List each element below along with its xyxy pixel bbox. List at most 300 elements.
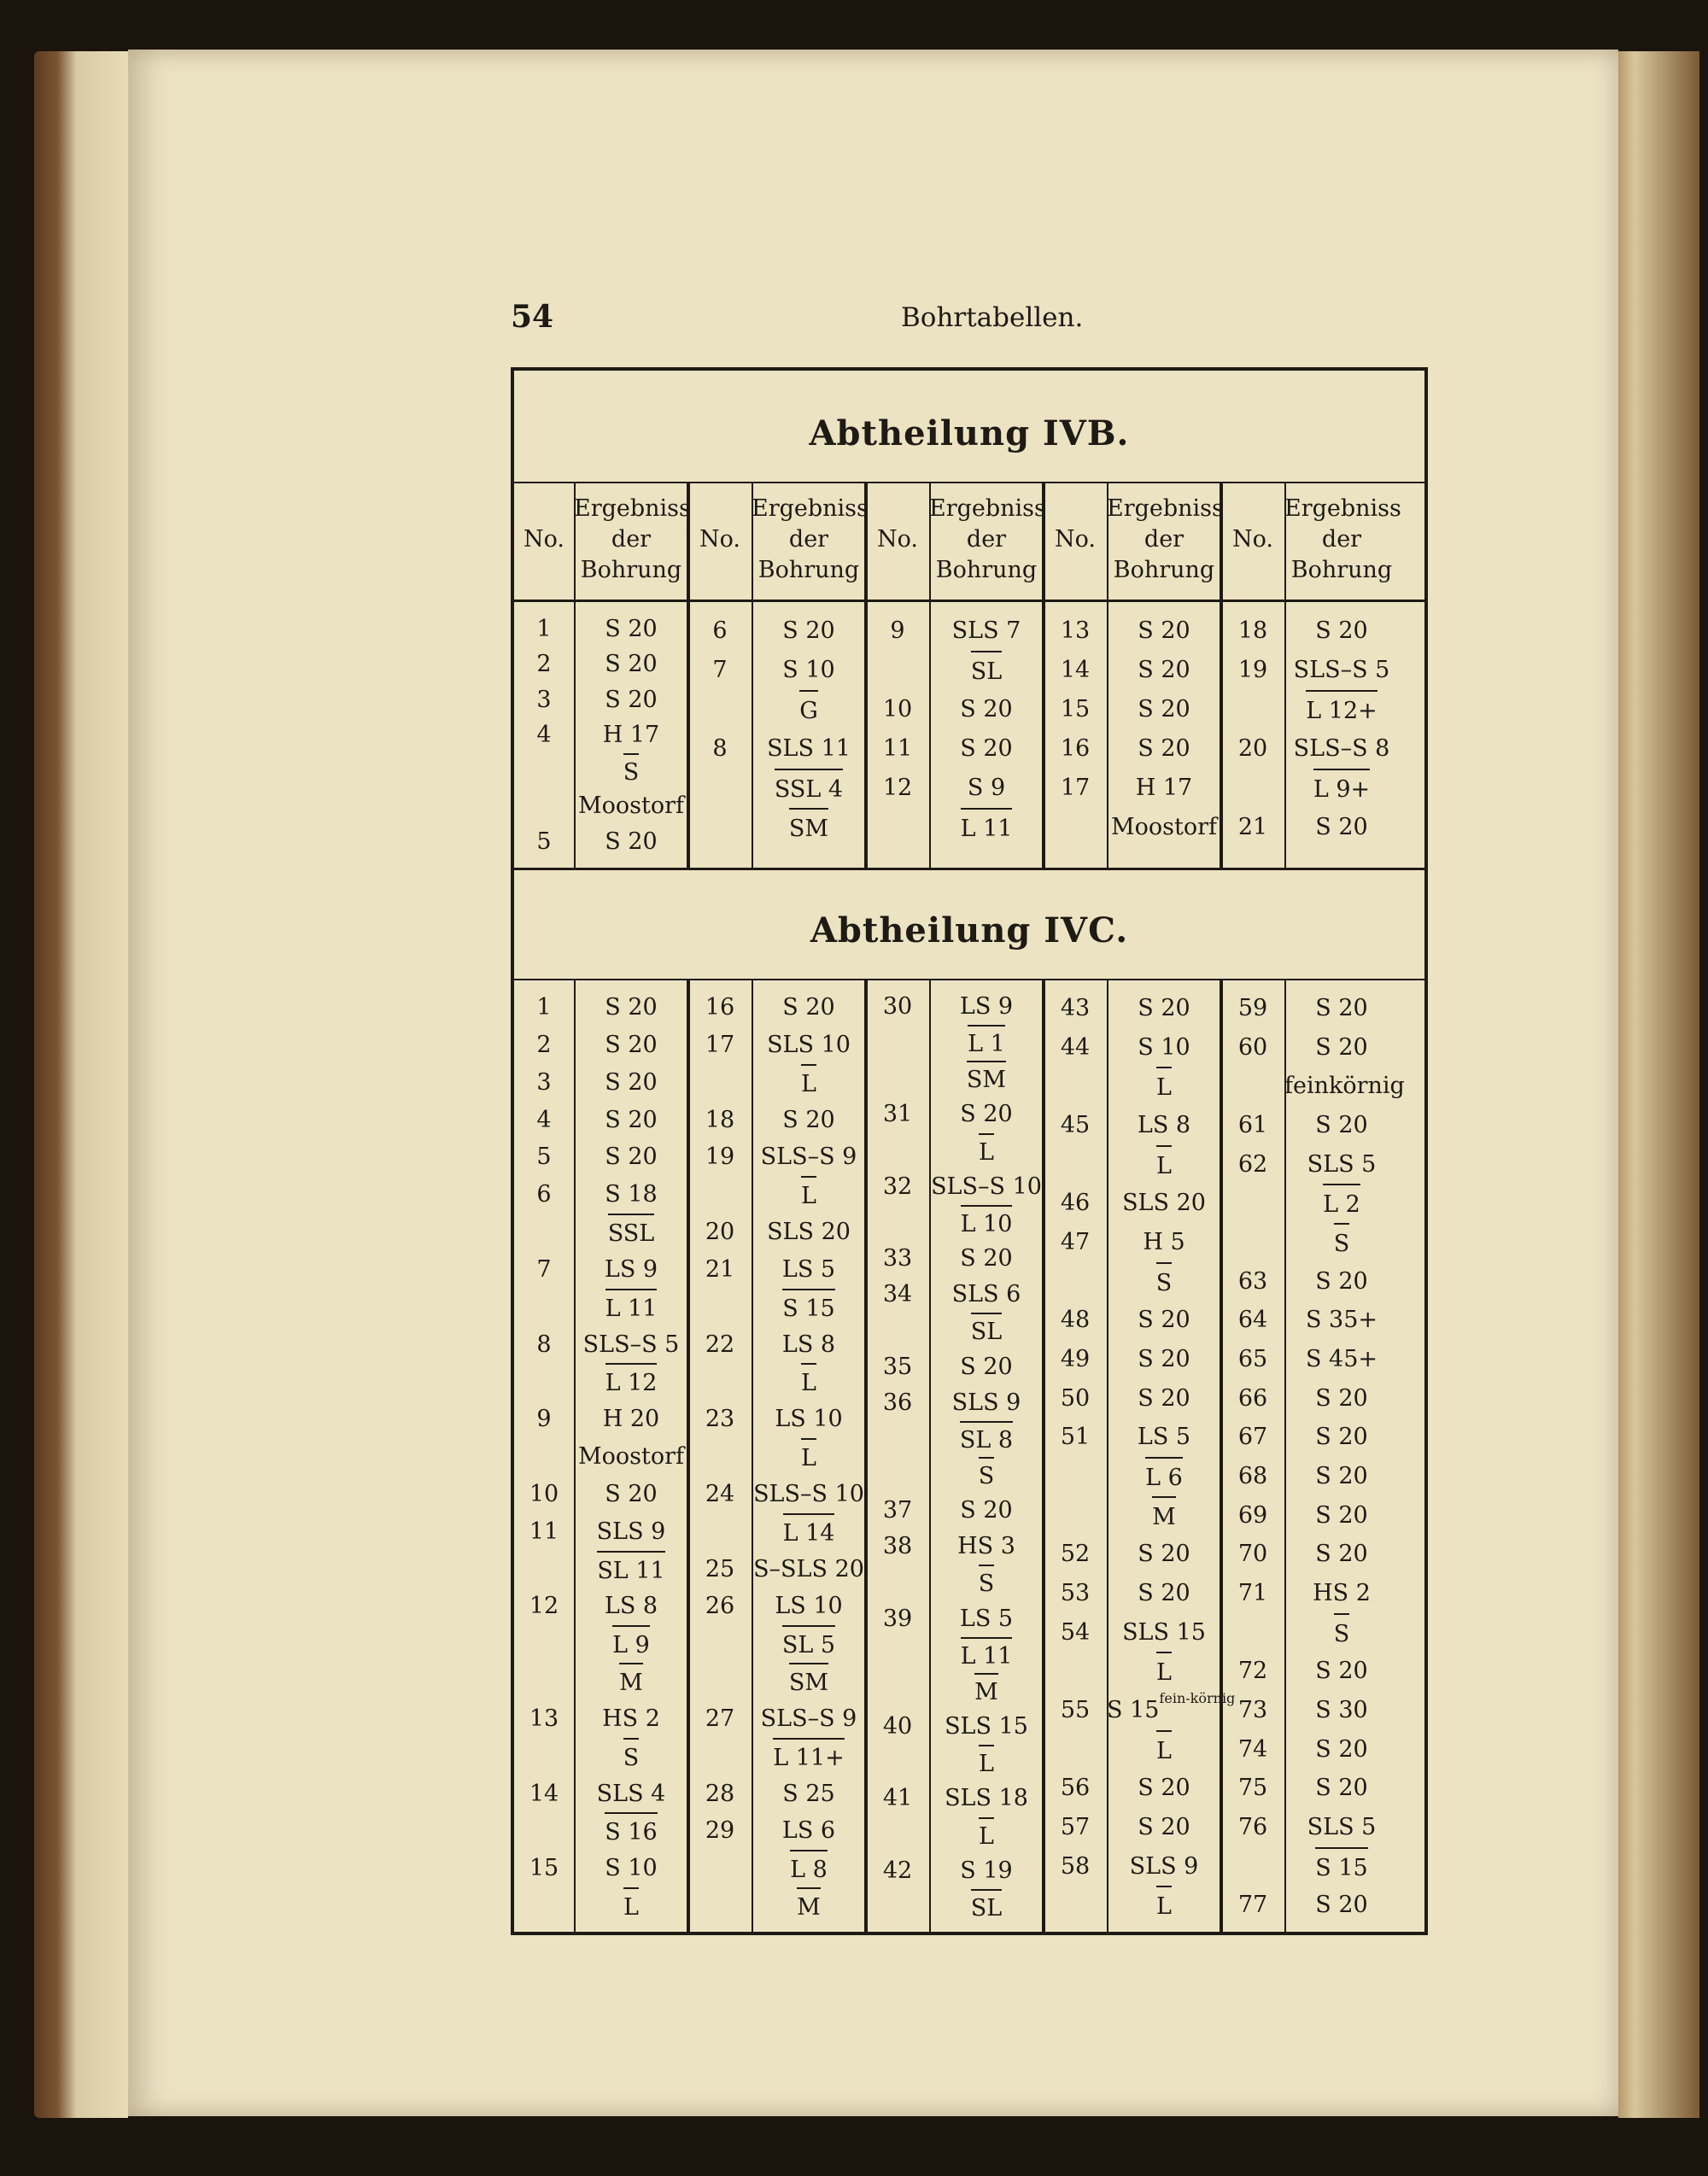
entry-number: 72: [1237, 1658, 1268, 1685]
column-rule: [752, 979, 753, 1933]
entry-number: 62: [1237, 1150, 1268, 1178]
entry-result-line: [929, 808, 1044, 849]
header-result-line: Bohrung: [757, 557, 860, 583]
entry-number: 16: [705, 994, 735, 1021]
entry-result-line: [752, 808, 866, 849]
entry-result-line: [752, 1700, 866, 1738]
entry-result-line: [1284, 1496, 1399, 1535]
entry-result-line: [929, 1169, 1044, 1205]
entry-result-text: SLS 4: [596, 1780, 666, 1807]
entry-result-text: S 20: [960, 735, 1013, 762]
book-edge-right: [1618, 51, 1699, 2118]
entry-result-text: SLS 9: [951, 1389, 1021, 1416]
entry-number: 27: [705, 1705, 735, 1732]
header-result-line: Ergebniss: [1107, 495, 1224, 522]
entry-result-text: L 8: [790, 1850, 828, 1889]
table-rule: [514, 979, 1424, 980]
header-no: No.: [1055, 526, 1096, 553]
entry-result-line: [929, 1097, 1044, 1132]
entry-result-text: S 20: [1315, 1112, 1368, 1138]
entry-result-text: S 20: [1315, 1384, 1368, 1412]
entry-number: 46: [1060, 1190, 1091, 1217]
column-rule: [929, 482, 931, 868]
entry-result-line: [929, 769, 1044, 808]
entry-result-line: [752, 1551, 866, 1588]
entry-result-line: [929, 1637, 1044, 1675]
entry-result-text: S 20: [1315, 1541, 1368, 1568]
entry-result-line: [929, 1709, 1044, 1745]
entry-result-line: [929, 1421, 1044, 1459]
entry-number: 18: [705, 1106, 735, 1133]
entry-result-line: [1107, 1301, 1221, 1340]
entry-note: fein-körnig: [1159, 1690, 1236, 1706]
entry-result-text: feinkörnig: [1284, 1073, 1405, 1100]
entry-result-line: [574, 682, 688, 717]
entry-number: 77: [1237, 1892, 1268, 1919]
entry-result-text: SLS–S 10: [753, 1480, 864, 1507]
entry-number: 43: [1060, 995, 1091, 1021]
entry-result-line: [1107, 1340, 1221, 1379]
entry-result-line: [1284, 1652, 1399, 1691]
entry-result-line: [752, 769, 866, 810]
entry-result-text: HS 2: [1313, 1580, 1371, 1606]
entry-result-text: S 20: [1315, 617, 1368, 644]
entry-result-line: [929, 611, 1044, 651]
entry-number: 49: [1060, 1346, 1091, 1372]
entry-result-text: S 20: [1315, 1775, 1368, 1802]
entry-result-text: S: [979, 1457, 995, 1495]
column-rule: [1284, 979, 1286, 1933]
entry-number: 58: [1060, 1852, 1091, 1880]
entry-result-text: S 20: [605, 994, 658, 1021]
entry-number: 66: [1237, 1384, 1268, 1412]
entry-result-text: S 10: [782, 657, 835, 683]
entry-result-text: LS 9: [959, 993, 1014, 1020]
entry-result-line: [1284, 1691, 1399, 1730]
entry-result-line: [752, 1887, 866, 1927]
entry-result-text: S 20: [605, 1031, 658, 1058]
entry-result-text: S: [1334, 1223, 1350, 1264]
entry-result-line: [752, 1663, 866, 1702]
entry-result-text: S 10: [1138, 1033, 1190, 1061]
table-rule: [514, 482, 1424, 483]
entry-number: 65: [1237, 1346, 1268, 1372]
entry-result-line: [1284, 1808, 1399, 1847]
entry-number: 52: [1060, 1541, 1091, 1568]
entry-result-line: [929, 1493, 1044, 1529]
entry-result-line: [752, 1588, 866, 1625]
entry-number: 18: [1237, 617, 1268, 644]
entry-result-line: [1284, 611, 1399, 651]
entry-result-text: SL 5: [782, 1625, 835, 1664]
entry-result-line: [1107, 1379, 1221, 1418]
header-result: [1284, 494, 1399, 586]
entry-result-line: [1284, 1067, 1405, 1106]
entry-result-line: [929, 1025, 1044, 1062]
boring-table: [511, 367, 1428, 1935]
header-result-line: Bohrung: [580, 557, 682, 583]
entry-result-text: S: [979, 1565, 995, 1602]
entry-result-text: SM: [789, 808, 828, 849]
entry-result-line: [574, 646, 688, 681]
entry-result-text: SLS 9: [596, 1518, 666, 1545]
entry-result-line: [929, 1529, 1044, 1565]
entry-number: 69: [1237, 1501, 1268, 1529]
entry-result-line: [752, 1138, 866, 1176]
entry-number: 63: [1237, 1267, 1268, 1295]
entry-result-line: [1107, 1457, 1221, 1498]
entry-result-text: S 20: [1138, 617, 1190, 644]
entry-result-line: [1284, 1457, 1399, 1496]
entry-result-line: [1284, 1028, 1399, 1068]
entry-result-text: LS 8: [781, 1331, 836, 1358]
entry-result-line: [752, 651, 866, 690]
entry-number: 24: [705, 1480, 735, 1507]
entry-result-text: SLS 15: [945, 1713, 1028, 1740]
entry-result-text: S 20: [1138, 696, 1190, 722]
entry-result-line: [1107, 1690, 1236, 1730]
entry-result-text: SM: [967, 1061, 1006, 1098]
entry-result-text: S 20: [960, 1497, 1013, 1524]
entry-result-text: S 35+: [1305, 1307, 1378, 1334]
entry-result-line: [574, 717, 688, 752]
entry-result-line: [1107, 729, 1221, 769]
header-result: [574, 494, 691, 586]
entry-number: 10: [529, 1480, 559, 1507]
column-rule: [864, 979, 868, 1933]
entry-number: 33: [882, 1245, 913, 1272]
entry-result-text: LS 8: [604, 1593, 658, 1620]
entry-result-line: [752, 1513, 866, 1553]
column-rule: [1284, 482, 1286, 868]
entry-number: 55: [1060, 1697, 1091, 1723]
entry-result-line: [1107, 1106, 1221, 1145]
entry-result-line: [574, 1401, 688, 1438]
entry-result-text: SLS 11: [767, 735, 851, 762]
entry-result-text: SLS 5: [1307, 1150, 1377, 1178]
entry-result-text: S 20: [960, 1353, 1013, 1380]
entry-result-line: [752, 1251, 866, 1289]
entry-result-line: [1284, 1262, 1399, 1302]
entry-result-text: S 20: [605, 1480, 658, 1507]
entry-result-text: S 15: [1315, 1847, 1367, 1888]
entry-result-text: S 20: [605, 651, 658, 678]
entry-result-text: SLS 6: [951, 1281, 1021, 1308]
entry-number: 16: [1060, 735, 1091, 762]
entry-result-text: SLS 15: [1122, 1618, 1206, 1646]
column-rule: [752, 482, 753, 868]
entry-result-text: S 15: [782, 1289, 834, 1328]
entry-result-line: [1107, 808, 1221, 847]
entry-result-text: L: [1156, 1730, 1172, 1771]
entry-result-line: [1107, 989, 1221, 1028]
entry-number: 3: [536, 686, 552, 713]
entry-result-line: [1284, 1340, 1399, 1379]
entry-number: 68: [1237, 1463, 1268, 1489]
entry-result-text: S 18: [605, 1181, 658, 1208]
entry-result-text: LS 6: [781, 1817, 836, 1845]
column-rule: [1107, 979, 1108, 1933]
entry-result-line: [929, 690, 1044, 729]
header-result: [752, 494, 869, 586]
entry-result-line: [752, 1850, 866, 1889]
entry-result-line: [1284, 1379, 1399, 1418]
entry-number: 51: [1060, 1424, 1091, 1451]
entry-result-line: [752, 1625, 866, 1664]
entry-number: 15: [1060, 696, 1091, 722]
entry-result-line: [929, 1205, 1044, 1243]
entry-result-text: SL 8: [960, 1421, 1013, 1459]
entry-result-text: L: [623, 1887, 639, 1927]
entry-number: 1: [536, 616, 552, 642]
entry-result-text: S 20: [782, 1106, 835, 1133]
entry-result-line: [1107, 1535, 1221, 1574]
entry-result-line: [929, 1565, 1044, 1602]
entry-result-text: LS 5: [781, 1255, 836, 1283]
entry-result-line: [929, 729, 1044, 769]
entry-result-text: L 10: [961, 1205, 1013, 1243]
entry-result-text: S 20: [1315, 1735, 1368, 1763]
entry-result-line: [574, 1214, 688, 1253]
entry-result-line: [574, 1775, 688, 1813]
entry-result-line: [1284, 1730, 1399, 1769]
entry-result-line: [752, 1176, 866, 1215]
entry-result-line: [752, 1812, 866, 1850]
entry-result-text: SM: [789, 1663, 828, 1702]
entry-result-text: L 11: [961, 808, 1013, 849]
entry-number: 36: [882, 1389, 913, 1416]
entry-number: 11: [882, 735, 913, 762]
entry-result-text: S 30: [1315, 1697, 1368, 1723]
entry-number: 75: [1237, 1775, 1268, 1802]
entry-result-text: SL 11: [597, 1551, 664, 1590]
entry-result-text: H 20: [602, 1406, 660, 1433]
entry-result-text: SLS 5: [1307, 1814, 1377, 1840]
entry-result-line: [929, 651, 1044, 692]
entry-number: 44: [1060, 1033, 1091, 1061]
header-result-line: Ergebniss: [1284, 495, 1401, 522]
entry-result-text: S 10: [605, 1855, 658, 1882]
entry-result-line: [574, 1138, 688, 1176]
entry-number: 12: [529, 1593, 559, 1620]
entry-number: 28: [705, 1780, 735, 1807]
entry-result-text: SLS–S 5: [1293, 657, 1390, 683]
entry-number: 14: [529, 1780, 559, 1807]
entry-number: 31: [882, 1101, 913, 1128]
entry-result-text: SL: [971, 1889, 1002, 1927]
entry-result-text: S: [1156, 1262, 1173, 1303]
entry-result-line: [1107, 651, 1221, 690]
entry-result-text: S–SLS 20: [753, 1555, 864, 1582]
entry-result-line: [1284, 1613, 1399, 1654]
entry-result-text: L: [801, 1064, 816, 1103]
entry-result-text: L 6: [1145, 1457, 1183, 1498]
entry-number: 9: [890, 617, 905, 644]
entry-result-line: [929, 1241, 1044, 1277]
entry-result-line: [752, 1326, 866, 1364]
entry-result-line: [1107, 1145, 1221, 1186]
entry-result-line: [929, 1133, 1044, 1171]
entry-result-line: [574, 1476, 688, 1513]
entry-result-text: S 15: [1107, 1697, 1160, 1723]
entry-result-text: M: [797, 1887, 821, 1927]
entry-result-line: [1284, 690, 1399, 731]
entry-number: 21: [705, 1255, 735, 1283]
entry-number: 32: [882, 1173, 913, 1200]
header-result-line: Bohrung: [1113, 557, 1215, 583]
header-result: [1107, 494, 1224, 586]
entry-result-text: S 20: [605, 616, 658, 642]
entry-result-text: S 20: [1315, 1463, 1368, 1489]
entry-result-text: S 20: [1315, 1033, 1368, 1061]
entry-result-text: M: [974, 1673, 998, 1711]
entry-result-text: S 20: [782, 617, 835, 644]
entry-result-text: SLS–S 5: [582, 1331, 680, 1358]
entry-result-line: [574, 1027, 688, 1064]
entry-number: 21: [1237, 814, 1268, 840]
entry-result-text: S 20: [1315, 814, 1368, 840]
entry-result-line: [929, 1889, 1044, 1927]
entry-number: 3: [536, 1068, 552, 1096]
entry-result-text: S 20: [1315, 1892, 1368, 1919]
entry-result-line: [1284, 989, 1399, 1028]
entry-result-text: M: [619, 1663, 643, 1702]
entry-number: 60: [1237, 1033, 1268, 1061]
entry-result-line: [752, 1064, 866, 1103]
header-no: No.: [699, 526, 740, 553]
entry-number: 19: [1237, 657, 1268, 683]
header-result-line: Bohrung: [1290, 557, 1393, 583]
entry-result-line: [574, 1326, 688, 1364]
entry-number: 76: [1237, 1814, 1268, 1840]
entry-number: 39: [882, 1605, 913, 1632]
header-result-line: der: [611, 526, 652, 553]
entry-result-text: S 20: [605, 1144, 658, 1171]
entry-result-text: SLS 20: [767, 1219, 851, 1246]
entry-result-text: L 9+: [1313, 769, 1370, 810]
entry-result-text: L 9: [612, 1625, 650, 1664]
entry-result-text: LS 10: [775, 1406, 843, 1433]
column-rule: [864, 482, 868, 868]
entry-result-line: [1107, 1418, 1221, 1457]
entry-result-line: [752, 611, 866, 651]
entry-result-text: L 1: [968, 1025, 1005, 1062]
entry-result-text: SLS–S 10: [931, 1173, 1042, 1200]
entry-number: 26: [705, 1593, 735, 1620]
entry-number: 7: [536, 1255, 552, 1283]
entry-result-line: [574, 989, 688, 1027]
entry-result-line: [752, 1102, 866, 1139]
entry-result-text: S 19: [960, 1857, 1013, 1884]
header-result-line: Ergebniss: [574, 495, 691, 522]
entry-number: 12: [882, 775, 913, 801]
entry-number: 2: [536, 1031, 552, 1058]
entry-result-text: SLS 10: [767, 1031, 851, 1058]
entry-result-text: SLS–S 8: [1293, 735, 1390, 762]
entry-result-line: [1107, 1028, 1221, 1068]
entry-result-line: [574, 1064, 688, 1102]
header-no: No.: [1232, 526, 1273, 553]
entry-number: 1: [536, 994, 552, 1021]
entry-result-text: S 20: [960, 1101, 1013, 1128]
entry-result-line: [929, 1385, 1044, 1421]
entry-result-text: L 11: [605, 1289, 658, 1328]
entry-result-line: [752, 1775, 866, 1813]
entry-result-line: [1284, 729, 1399, 769]
entry-result-text: H 17: [1135, 775, 1193, 801]
entry-result-text: S 20: [1138, 1814, 1190, 1840]
entry-number: 61: [1237, 1112, 1268, 1138]
entry-result-line: [929, 1673, 1044, 1711]
entry-result-line: [574, 611, 688, 646]
entry-result-text: L: [1156, 1886, 1172, 1927]
entry-result-line: [752, 1401, 866, 1438]
entry-result-text: SLS–S 9: [760, 1705, 857, 1732]
entry-number: 7: [712, 657, 728, 683]
entry-result-line: [574, 1850, 688, 1887]
entry-result-line: [929, 1853, 1044, 1889]
entry-result-line: [752, 690, 866, 731]
entry-number: 13: [1060, 617, 1091, 644]
column-rule: [687, 482, 690, 868]
section-c-title: Abtheilung IVC.: [810, 910, 1129, 951]
entry-number: 19: [705, 1144, 735, 1171]
entry-result-line: [1107, 1262, 1221, 1303]
entry-result-text: SSL 4: [775, 769, 843, 810]
entry-result-line: [574, 1812, 688, 1851]
entry-result-text: L: [801, 1438, 816, 1477]
entry-result-text: H 17: [602, 722, 660, 749]
entry-result-text: S 20: [605, 1106, 658, 1133]
entry-result-text: LS 8: [1137, 1112, 1191, 1138]
entry-result-line: [929, 1745, 1044, 1782]
entry-result-text: S 20: [1138, 995, 1190, 1021]
header-result: [929, 494, 1044, 586]
entry-result-line: [1284, 1847, 1399, 1888]
header-result-line: der: [1321, 526, 1362, 553]
entry-result-line: [574, 1700, 688, 1738]
entry-result-text: L: [979, 1133, 994, 1171]
entry-number: 59: [1237, 995, 1268, 1021]
entry-result-line: [574, 1513, 688, 1551]
entry-result-line: [1284, 1574, 1399, 1613]
header-result-line: der: [966, 526, 1007, 553]
entry-result-line: [574, 824, 688, 859]
entry-result-text: S 9: [967, 775, 1006, 801]
header-result-line: Ergebniss: [929, 495, 1046, 522]
entry-result-line: [752, 1027, 866, 1064]
entry-result-line: [929, 1781, 1044, 1816]
entry-result-line: [1107, 1067, 1221, 1108]
entry-result-text: S 20: [960, 696, 1013, 722]
entry-result-text: S 20: [1138, 1580, 1190, 1606]
entry-result-line: [574, 788, 688, 823]
entry-result-text: S 20: [1138, 1346, 1190, 1372]
entry-result-text: LS 10: [775, 1593, 843, 1620]
entry-result-line: [574, 1738, 688, 1777]
entry-result-line: [1284, 1106, 1399, 1145]
entry-result-text: S 20: [1315, 995, 1368, 1021]
entry-result-line: [1284, 1145, 1399, 1185]
table-rule: [514, 868, 1424, 870]
entry-result-line: [574, 1438, 688, 1476]
entry-number: 40: [882, 1713, 913, 1740]
entry-result-text: L 11+: [773, 1738, 845, 1777]
entry-result-line: [1107, 1808, 1221, 1847]
entry-result-text: SLS 18: [945, 1785, 1028, 1812]
entry-result-text: SLS 7: [951, 617, 1021, 644]
entry-result-text: H 5: [1143, 1229, 1185, 1255]
